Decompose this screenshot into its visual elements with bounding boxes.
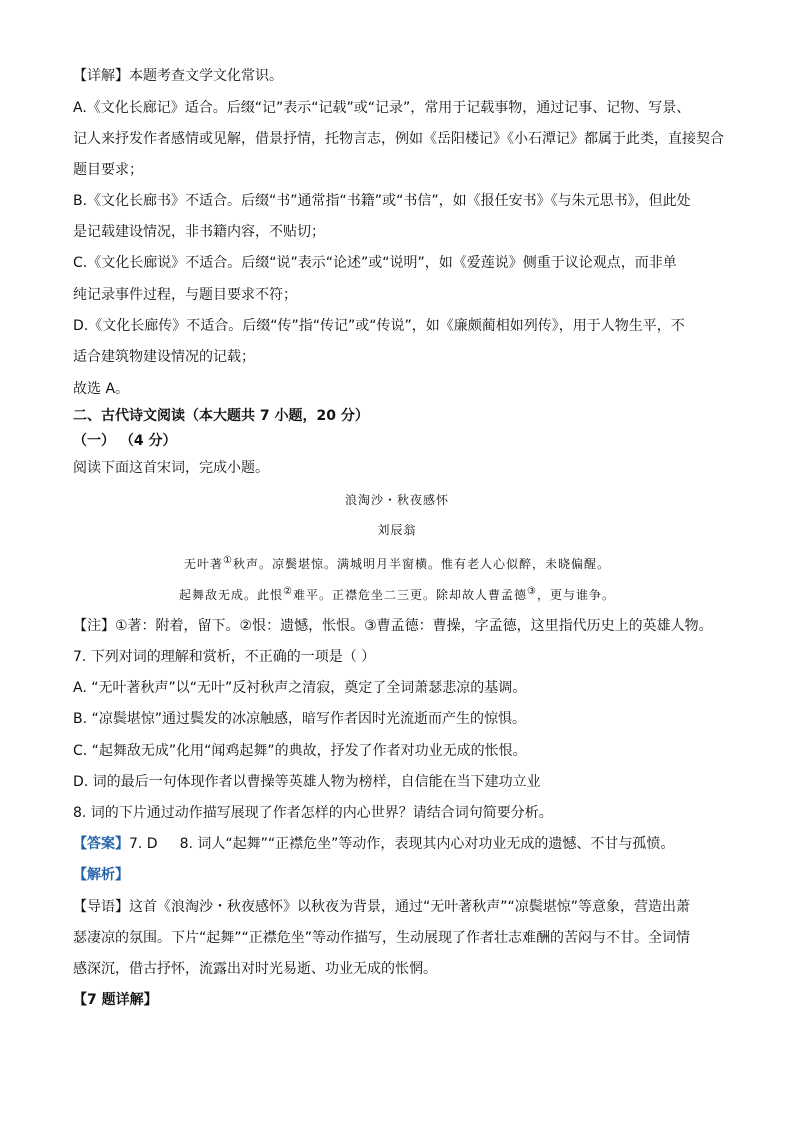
question-7-option-a: A. “无叶著秋声”以“无叶”反衬秋声之清寂，奠定了全词萧瑟悲凉的基调。	[73, 680, 527, 696]
choose-answer: 故选 A。	[73, 381, 130, 397]
poem-line-2-part-c: ，更与谁争。	[536, 588, 615, 602]
footnote-marker-3: ③	[527, 586, 537, 597]
question-7-option-b: B. “凉鬓堪惊”通过鬓发的冰凉触感，暗写作者因时光流逝而产生的惊惧。	[73, 711, 527, 727]
guide-line-3: 感深沉，借古抒怀，流露出对时光易逝、功业无成的怅惘。	[73, 961, 437, 977]
question-7-option-c: C. “起舞敌无成”化用“闻鸡起舞”的典故，抒发了作者对功业无成的怅恨。	[73, 743, 527, 759]
poem-line-2-part-a: 起舞敌无成。此恨	[179, 588, 284, 602]
option-a-line-1: A.《文化长廊记》适合。后缀“记”表示“记载”或“记录”，常用于记载事物，通过记事、记物、写景、	[73, 100, 691, 116]
question-7-option-d: D. 词的最后一句体现作者以曹操等英雄人物为榜样，自信能在当下建功立业	[73, 774, 541, 790]
poem-line-1-part-a: 无叶著	[184, 557, 224, 571]
analysis-label: 【解析】	[73, 867, 129, 883]
option-c-line-2: 纯记录事件过程，与题目要求不符；	[73, 287, 297, 303]
guide-line-2: 瑟凄凉的氛围。下片“起舞”“正襟危坐”等动作描写，生动展现了作者壮志难酬的苦闷与不甘。全词情	[73, 930, 691, 946]
poem-title: 浪淘沙・秋夜感怀	[344, 493, 449, 507]
option-b-line-1: B.《文化长廊书》不适合。后缀“书”通常指“书籍”或“书信”，如《报任安书》《与朱元思书》，但此处	[73, 193, 691, 209]
poem-author: 刘辰翁	[377, 523, 417, 537]
explain-heading: 【详解】本题考查文学文化常识。	[73, 68, 283, 84]
section-heading: 二、古代诗文阅读（本大题共 7 小题，20 分）	[73, 408, 369, 424]
poem-line-1-part-b: 秋声。凉鬓堪惊。满城明月半窗横。惟有老人心似醉，未晓偏醒。	[232, 557, 610, 571]
answer-7: 7. D	[129, 836, 158, 852]
option-a-line-2: 记人来抒发作者感情或见解，借景抒情，托物言志，例如《岳阳楼记》《小石潭记》都属于此类，直接契合	[73, 131, 724, 147]
guide-line-1: 【导语】这首《浪淘沙・秋夜感怀》以秋夜为背景，通过“无叶著秋声”“凉鬓堪惊”等意象，营造出萧	[73, 899, 691, 915]
poem-line-2	[0, 582, 794, 605]
answer-line	[73, 834, 674, 854]
footnote-marker-2: ②	[283, 586, 293, 597]
poem-note: 【注】①著：附着，留下。②恨：遗憾，怅恨。③曹孟德：曹操，字孟德，这里指代历史上的英雄人物。	[73, 618, 713, 634]
detail-7-heading: 【7 题详解】	[73, 992, 158, 1008]
footnote-marker-1: ①	[223, 555, 233, 566]
subsection-heading: （一） （4 分）	[73, 433, 177, 449]
answer-8: 8. 词人“起舞”“正襟危坐”等动作，表现其内心对功业无成的遗憾、不甘与孤愤。	[179, 836, 675, 852]
option-d-line-1: D.《文化长廊传》不适合。后缀“传”指“传记”或“传说”，如《廉颇蔺相如列传》，用于人物生平，不	[73, 318, 685, 334]
option-a-line-3: 题目要求；	[73, 162, 143, 178]
option-b-line-2: 是记载建设情况，非书籍内容，不贴切；	[73, 224, 325, 240]
reading-prompt: 阅读下面这首宋词，完成小题。	[73, 460, 269, 476]
question-8: 8. 词的下片通过动作描写展现了作者怎样的内心世界？请结合词句简要分析。	[73, 805, 553, 821]
poem-line-2-part-b: 难平。正襟危坐二三更。除却故人曹孟德	[292, 588, 527, 602]
question-7: 7. 下列对词的理解和赏析，不正确的一项是（ ）	[73, 649, 376, 665]
option-d-line-2: 适合建筑物建设情况的记载；	[73, 349, 255, 365]
answer-label: 【答案】	[73, 836, 129, 852]
option-c-line-1: C.《文化长廊说》不适合。后缀“说”表示“论述”或“说明”，如《爱莲说》侧重于议论观点，而非单	[73, 255, 677, 271]
poem-line-1	[0, 551, 794, 574]
